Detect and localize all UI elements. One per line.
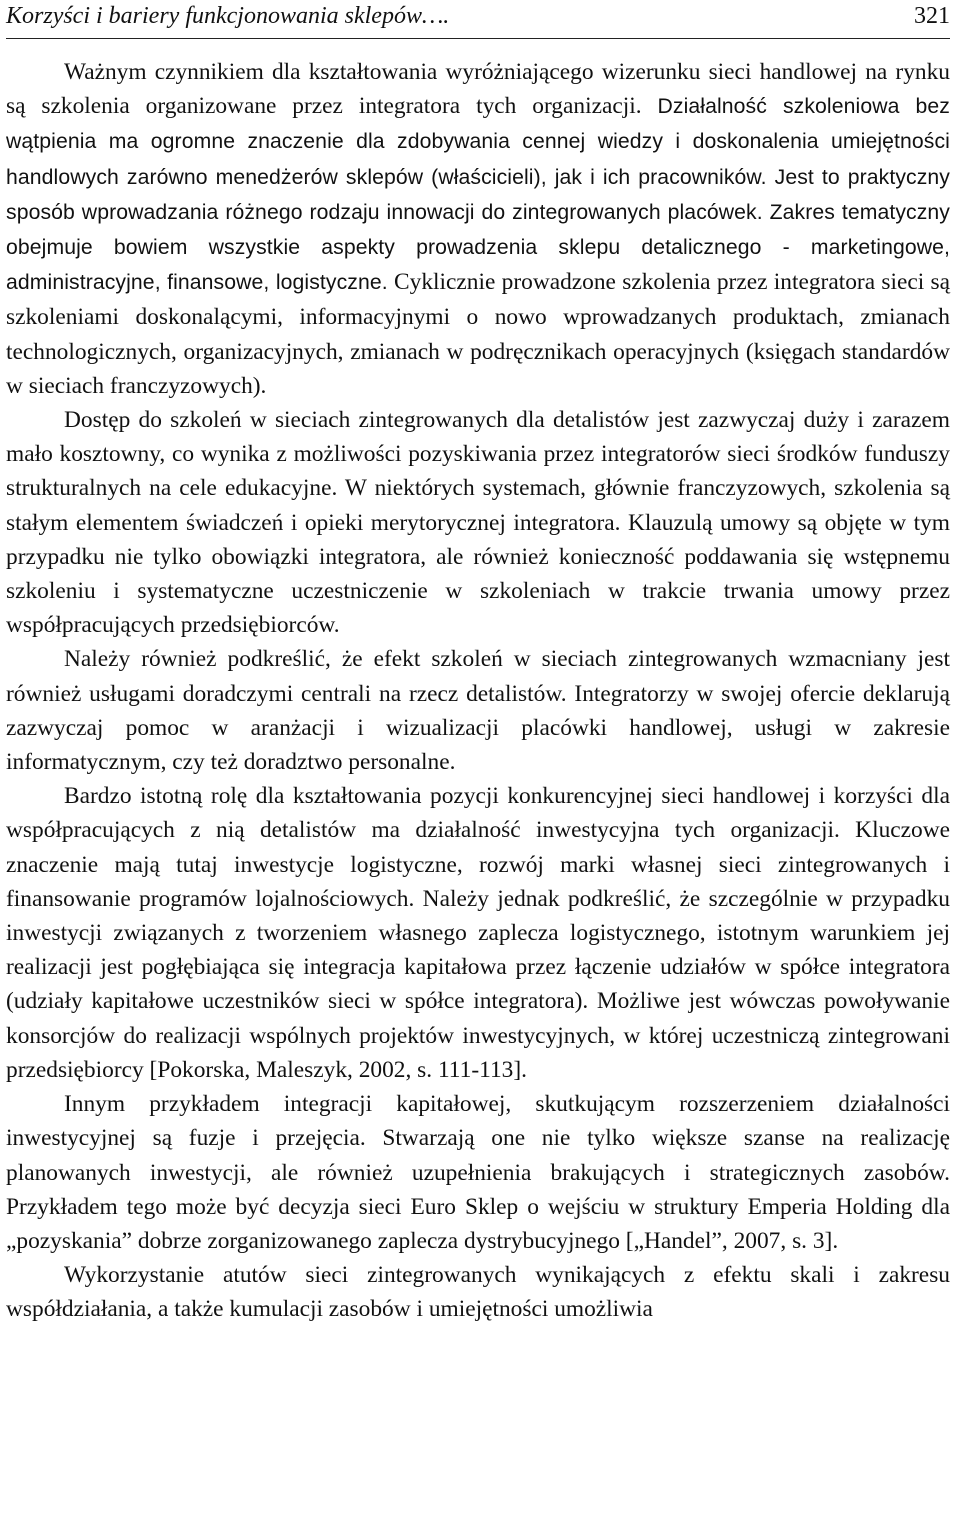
paragraph-3: Należy również podkreślić, że efekt szkoleń w sieciach zintegrowanych wzmacniany jest również usługami doradczymi centrali na rzecz detalistów. Integratorzy w swojej ofercie deklarują zazwyczaj pomoc w aranżacji i wizualizacji placówki handlowej, usługi w zakresie informatycznym, czy też doradztwo personalne.	[6, 646, 950, 776]
body-text	[6, 55, 950, 1327]
page-number: 321	[914, 3, 950, 29]
paragraph-1-sans-part: Działalność szkoleniowa bez wątpienia ma ogromne znaczenie dla zdobywania cennej wiedzy i doskonalenia umiejętności handlowych zarówno menedżerów sklepów (właścicieli), jak i ich pracowników. Jest to praktyczny sposób wprowadzania różnego rodzaju innowacji do zintegrowanych placówek. Zakres tematyczny obejmuje bowiem wszystkie aspekty prowadzenia sklepu detalicznego - marketingowe, administracyjne, finansowe, logistyczne.	[6, 95, 950, 295]
paragraph-1-serif-tail: Cyklicznie prowadzone szkolenia przez integratora sieci są szkoleniami doskonalącymi, informacyjnymi o nowo wprowadzanych produktach, zmianach technologicznych, organizacyjnych, zmianach w podręcznikach operacyjnych (księgach standardów w sieciach franczyzowych).	[6, 269, 951, 399]
paragraph-5: Innym przykładem integracji kapitałowej, skutkującym rozszerzeniem działalności inwestycyjnej są fuzje i przejęcia. Stwarzają one nie tylko większe szanse na realizację planowanych inwestycji, ale również uzupełnienia brakujących i strategicznych zasobów. Przykładem tego może być decyzja sieci Euro Sklep o wejściu w struktury Emperia Holding dla „pozyskania” dobrze zorganizowanego zaplecza dystrybucyjnego [„Handel”, 2007, s. 3].	[6, 1091, 950, 1254]
running-title: Korzyści i bariery funkcjonowania sklepów….	[6, 3, 450, 29]
paragraph-1-serif-part: Ważnym czynnikiem dla kształtowania wyróżniającego wizerunku sieci handlowej na rynku są szkolenia organizowane przez integratora tych organizacji.	[6, 59, 950, 120]
paragraph-6: Wykorzystanie atutów sieci zintegrowanych wynikających z efektu skali i zakresu współdziałania, a także kumulacji zasobów i umiejętności umożliwia	[6, 1262, 950, 1323]
paragraph-2: Dostęp do szkoleń w sieciach zintegrowanych dla detalistów jest zazwyczaj duży i zarazem mało kosztowny, co wynika z możliwości pozyskiwania przez integratorów sieci środków funduszy strukturalnych na cele edukacyjne. W niektórych systemach, głównie franczyzowych, szkolenia są stałym elementem świadczeń i opieki merytorycznej integratora. Klauzulą umowy są objęte w tym przypadku nie tylko obowiązki integratora, ale również konieczność poddawania się wstępnemu szkoleniu i systematyczne uczestniczenie w szkoleniach w trakcie trwania umowy przez współpracujących przedsiębiorców.	[6, 407, 950, 639]
paragraph-1	[6, 55, 950, 403]
paragraph-4: Bardzo istotną rolę dla kształtowania pozycji konkurencyjnej sieci handlowej i korzyści dla współpracujących z nią detalistów ma działalność inwestycyjna tych organizacji. Kluczowe znaczenie mają tutaj inwestycje logistyczne, rozwój marki własnej sieci zintegrowanych i finansowanie programów lojalnościowych. Należy jednak podkreślić, że szczególnie w przypadku inwestycji związanych z tworzeniem własnego zaplecza logistycznego, istotnym warunkiem jej realizacji jest pogłębiająca się integracja kapitałowa przez łączenie udziałów w spółce integratora (udziały kapitałowe uczestników sieci w spółce integratora). Możliwe jest wówczas powoływanie konsorcjów do realizacji wspólnych projektów inwestycyjnych, w której uczestniczą zintegrowani przedsiębiorcy [Pokorska, Maleszyk, 2002, s. 111-113].	[6, 783, 950, 1083]
running-header	[6, 0, 950, 39]
